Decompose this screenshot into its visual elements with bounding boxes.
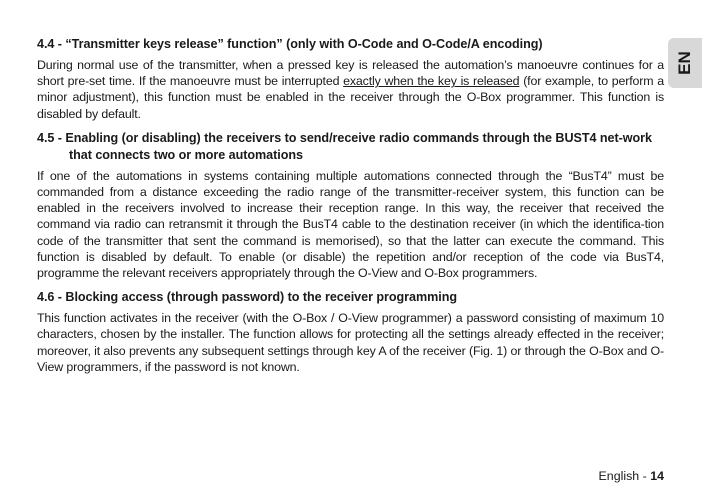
underlined-phrase: exactly when the key is released	[343, 74, 520, 89]
section-4-6	[37, 289, 664, 375]
page-number: 14	[650, 469, 664, 483]
paragraph-text-start: During normal use of the transmitter, when a pressed key is released the automation’s manoeuvre continues for a short pre-set time. If the manoeuvre must be interrupted	[37, 58, 664, 89]
language-tab-label: EN	[675, 51, 694, 75]
section-heading: 4.5 - Enabling (or disabling) the receivers to send/receive radio commands through the BUST4 net-work that connects two or more automations	[37, 130, 652, 162]
section-paragraph	[37, 57, 664, 122]
section-4-5	[37, 130, 664, 281]
section-4-4	[37, 36, 664, 122]
paragraph-text-end: (for example, to perform a minor adjustment), this function must be enabled in the receiver through the O-Box programmer. This function is disabled by default.	[37, 74, 664, 121]
section-heading: 4.4 - “Transmitter keys release” function” (only with O-Code and O-Code/A encoding)	[37, 37, 543, 51]
page-footer	[599, 469, 664, 483]
section-paragraph: This function activates in the receiver (with the O-Box / O-View programmer) a password consisting of maximum 10 characters, chosen by the installer. The function allows for protecting all the settings already effected in the receiver; moreover, it also prevents any subsequent settings through key A of the receiver (Fig. 1) or through the O-Box and O-View programmers, if the password is not known.	[37, 311, 664, 374]
footer-language-label: English -	[598, 469, 651, 483]
manual-page-content	[37, 36, 664, 383]
section-heading: 4.6 - Blocking access (through password) to the receiver programming	[37, 290, 457, 305]
language-tab	[668, 38, 702, 88]
section-paragraph: If one of the automations in systems containing multiple automations connected through the “BusT4” must be commanded from a distance exceeding the radio range of the transmitter-receiver system, this function can be enabled in the receivers involved to increase their reception range. In this way, the receiver that received the command via radio can retransmit it through the BusT4 cable to the destination receiver (in which the identifica-tion code of the transmitter that sent the command is memorised), so that the latter can execute the command. This function is disabled by default. To enable (or disable) the repetition and/or reception of the code via BusT4, programme the relevant receivers appropriately through the O-View and O-Box programmers.	[37, 168, 664, 281]
